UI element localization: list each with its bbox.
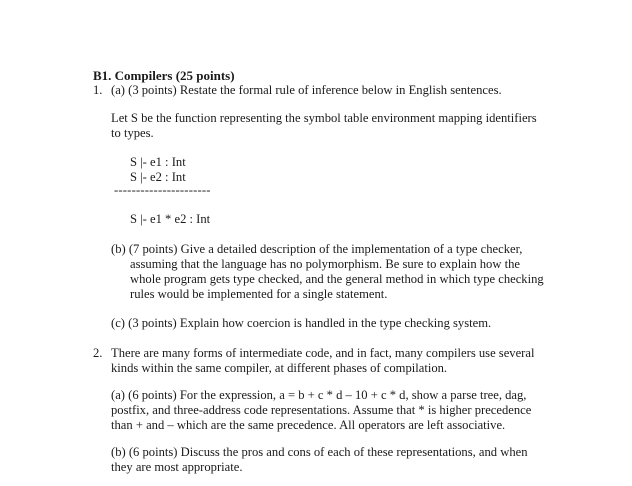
q1b-line-1: (b) (7 points) Give a detailed description of the implementation of a type checker, — [111, 242, 523, 256]
q2b-line-2: they are most appropriate. — [111, 460, 243, 474]
rule-conclusion: S |- e1 * e2 : Int — [130, 212, 211, 226]
q1b-line-2: assuming that the language has no polymorphism. Be sure to explain how the — [130, 257, 520, 271]
q1-number: 1. — [93, 83, 103, 97]
q2-intro-line-1: There are many forms of intermediate code, and in fact, many compilers use several — [111, 346, 535, 360]
q2a-line-1: (a) (6 points) For the expression, a = b + c * d – 10 + c * d, show a parse tree, dag, — [111, 388, 527, 402]
q2a-line-2: postfix, and three-address code representations. Assume that * is higher precedence — [111, 403, 532, 417]
section-title: B1. Compilers (25 points) — [93, 68, 235, 83]
rule-divider: ---------------------- — [114, 183, 211, 197]
q1b-line-4: rules would be implemented for a single statement. — [130, 287, 388, 301]
rule-premise-1: S |- e1 : Int — [130, 155, 186, 169]
q2a-line-3: than + and – which are the same precedence. All operators are left associative. — [111, 418, 506, 432]
rule-premise-2: S |- e2 : Int — [130, 170, 186, 184]
q1a-prompt: (a) (3 points) Restate the formal rule of inference below in English sentences. — [111, 83, 502, 97]
q1c-prompt: (c) (3 points) Explain how coercion is handled in the type checking system. — [111, 316, 492, 330]
q1a-context-line-2: to types. — [111, 126, 154, 140]
q1b-line-3: whole program gets type checked, and the general method in which type checking — [130, 272, 544, 286]
q2b-line-1: (b) (6 points) Discuss the pros and cons of each of these representations, and when — [111, 445, 528, 459]
q2-number: 2. — [93, 346, 103, 360]
q2-intro-line-2: kinds within the same compiler, at different phases of compilation. — [111, 361, 448, 375]
q1a-context-line-1: Let S be the function representing the symbol table environment mapping identifiers — [111, 111, 537, 125]
